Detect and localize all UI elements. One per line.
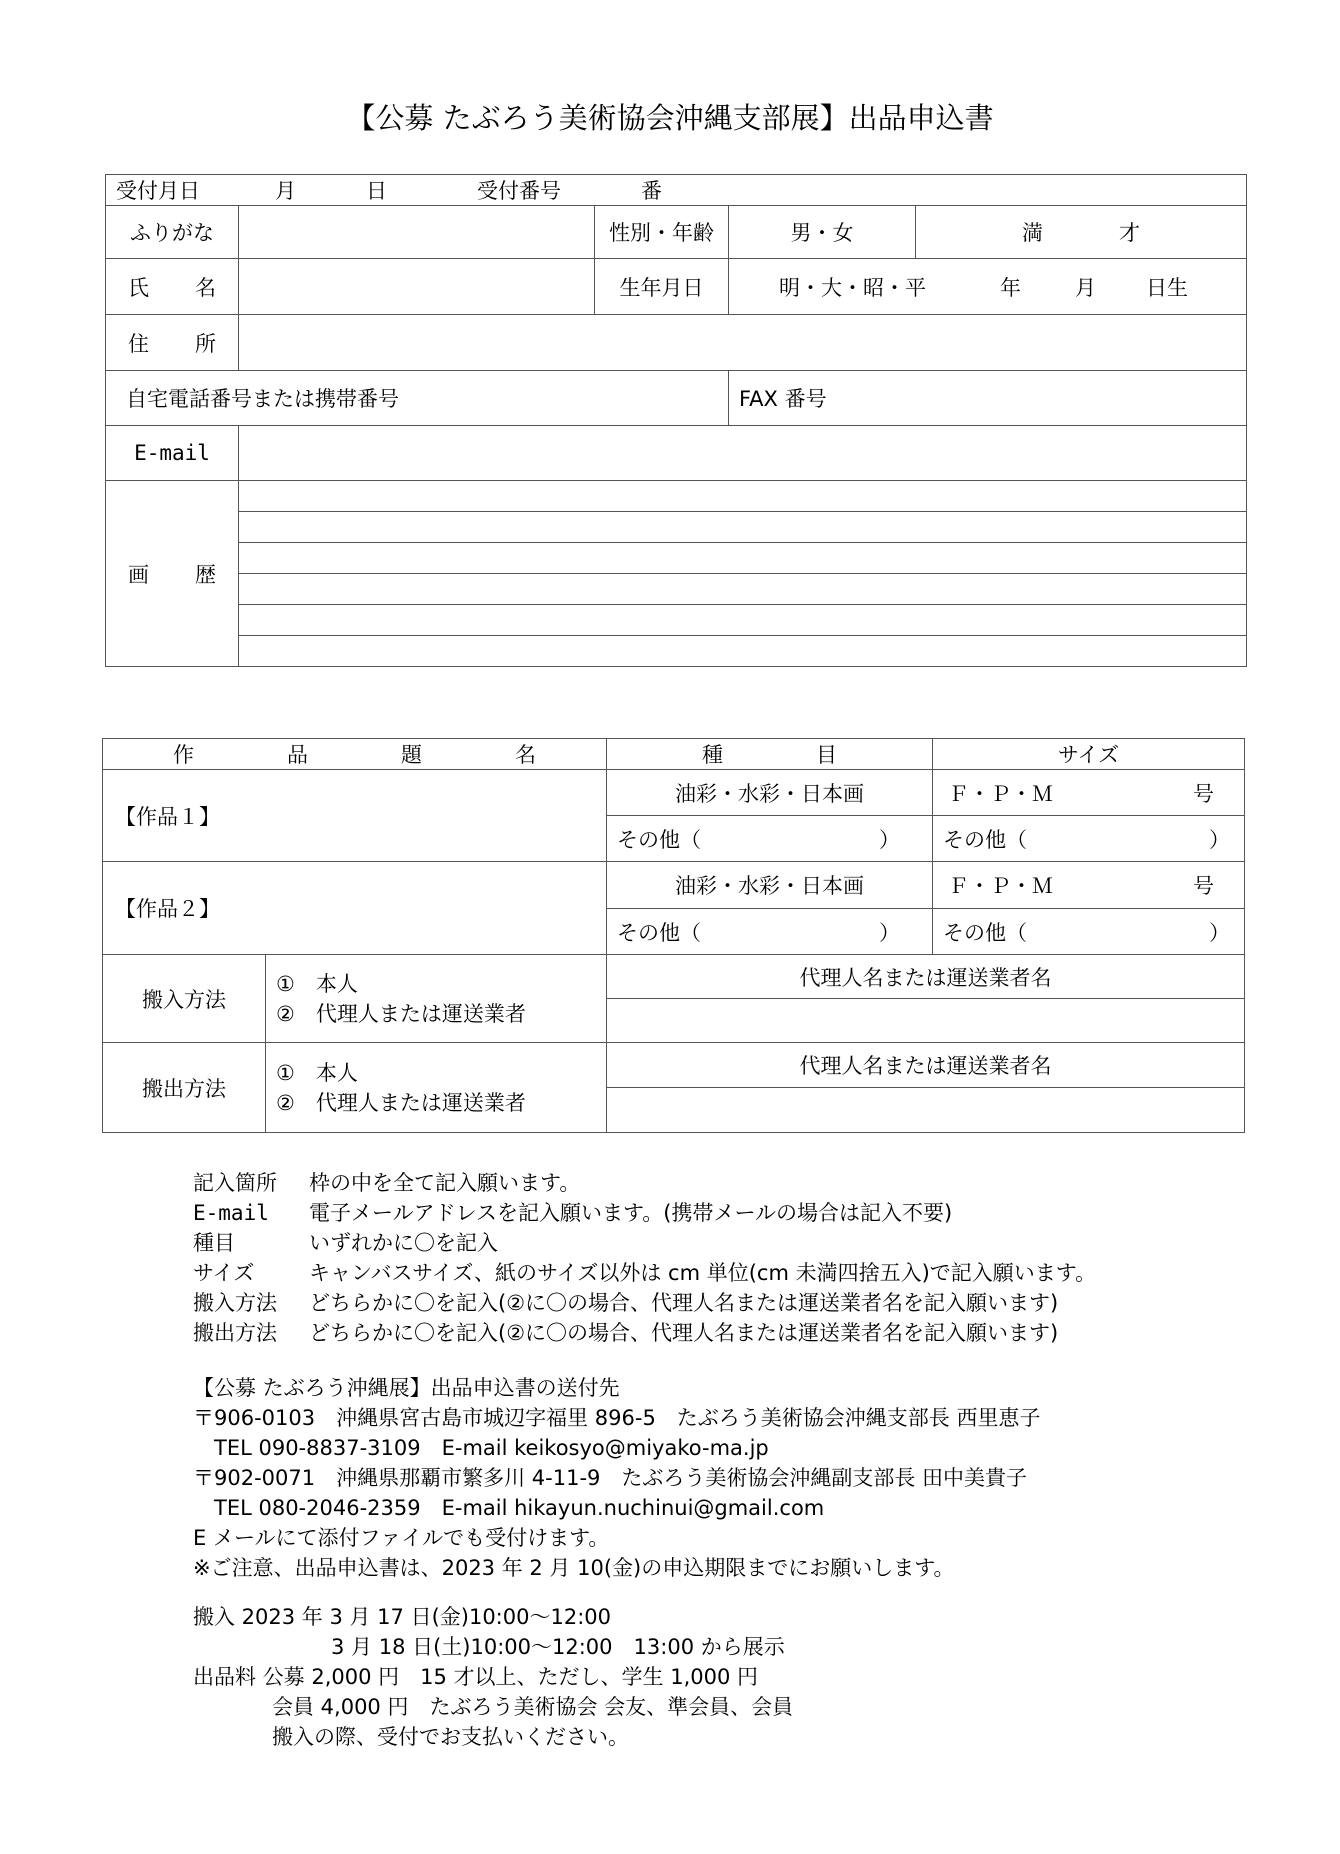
address-field[interactable] xyxy=(239,315,1247,371)
note-item: 記入箇所 枠の中を全て記入願います。 xyxy=(193,1171,581,1195)
send-section xyxy=(193,1373,1040,1583)
send-line: 〒906-0103 沖縄県宮古島市城辺字福里 896-5 たぶろう美術協会沖縄支部長 西里恵子 xyxy=(193,1406,1041,1430)
work1-kind-other[interactable]: その他（ ） xyxy=(607,816,933,862)
age-prefix: 満 xyxy=(1022,221,1044,245)
schedule-line-2: 3 月 18 日(土)10:00～12:00 13:00 から展示 xyxy=(331,1635,785,1659)
notes-list xyxy=(193,1168,1096,1348)
carry-out-agent-label: 代理人名または運送業者名 xyxy=(607,1043,1245,1088)
email-field[interactable] xyxy=(239,426,1247,481)
work2-label: 【作品２】 xyxy=(115,897,220,921)
reception-month: 月 xyxy=(275,179,296,203)
birthdate-field[interactable] xyxy=(729,259,1247,315)
works-form xyxy=(102,738,1245,1133)
carry-out-options[interactable]: ① 本人 ② 代理人または運送業者 xyxy=(266,1043,607,1133)
work2-kind-other[interactable]: その他（ ） xyxy=(607,909,933,955)
schedule-line-3: 出品料 公募 2,000 円 15 才以上、ただし、学生 1,000 円 xyxy=(193,1665,759,1689)
reception-number-suffix: 番 xyxy=(641,179,662,203)
carry-out-agent-field[interactable] xyxy=(607,1088,1245,1133)
note-item: E-mail 電子メールアドレスを記入願います。(携帯メールの場合は記入不要) xyxy=(193,1201,953,1225)
year-unit: 年 xyxy=(1000,275,1021,300)
note-item: サイズ キャンバスサイズ、紙のサイズ以外は cm 単位(cm 未満四捨五入)で記入願います。 xyxy=(193,1261,1097,1285)
send-line: TEL 090-8837-3109 E-mail keikosyo@miyako-ma.jp xyxy=(193,1436,769,1460)
email-label: E-mail xyxy=(106,426,239,481)
fax-field[interactable] xyxy=(729,371,1247,426)
work1-label: 【作品１】 xyxy=(115,804,220,829)
month-unit: 月 xyxy=(1075,275,1096,300)
work1-kind-options[interactable]: 油彩・水彩・日本画 xyxy=(607,770,933,816)
birthdate-label: 生年月日 xyxy=(595,259,729,315)
career-line[interactable] xyxy=(239,636,1247,667)
era-options: 明・大・昭・平 xyxy=(779,275,926,300)
name-label: 氏 名 xyxy=(106,259,239,315)
age-field[interactable] xyxy=(916,206,1247,259)
reception-day: 日 xyxy=(366,179,387,203)
work2-size-other[interactable]: その他（ ） xyxy=(933,909,1245,955)
schedule-line-5: 搬入の際、受付でお支払いください。 xyxy=(272,1725,629,1749)
career-line[interactable] xyxy=(239,512,1247,543)
header-kind: 種 目 xyxy=(607,739,933,770)
reception-number-label: 受付番号 xyxy=(477,179,561,203)
send-heading: 【公募 たぶろう沖縄展】出品申込書の送付先 xyxy=(193,1376,620,1400)
career-label: 画 歴 xyxy=(106,481,239,667)
schedule-line-1: 搬入 2023 年 3 月 17 日(金)10:00～12:00 xyxy=(193,1605,611,1629)
name-field[interactable] xyxy=(239,259,595,315)
applicant-form xyxy=(105,174,1247,667)
work1-title-field[interactable] xyxy=(103,770,607,862)
send-line: TEL 080-2046-2359 E-mail hikayun.nuchinui@gmail.com xyxy=(193,1496,825,1520)
carry-in-agent-label: 代理人名または運送業者名 xyxy=(607,955,1245,999)
header-size: サイズ xyxy=(933,739,1245,770)
carry-out-label: 搬出方法 xyxy=(103,1043,266,1133)
schedule-line-4: 会員 4,000 円 たぶろう美術協会 会友、準会員、会員 xyxy=(272,1695,794,1719)
work2-size-options[interactable]: Ｆ・Ｐ・Ｍ 号 xyxy=(933,862,1245,909)
reception-row xyxy=(106,175,1247,206)
reception-date-label: 受付月日 xyxy=(116,179,200,203)
carry-in-options[interactable]: ① 本人 ② 代理人または運送業者 xyxy=(266,955,607,1043)
work2-title-field[interactable] xyxy=(103,862,607,955)
note-item: 搬入方法 どちらかに〇を記入(②に〇の場合、代理人名または運送業者名を記入願います) xyxy=(193,1291,1059,1315)
phone-field[interactable] xyxy=(106,371,729,426)
career-line[interactable] xyxy=(239,605,1247,636)
work2-kind-options[interactable]: 油彩・水彩・日本画 xyxy=(607,862,933,909)
fax-label: FAX 番号 xyxy=(739,387,827,411)
carry-in-label: 搬入方法 xyxy=(103,955,266,1043)
career-line[interactable] xyxy=(239,574,1247,605)
day-unit: 日生 xyxy=(1146,275,1188,300)
work1-size-options[interactable]: Ｆ・Ｐ・Ｍ 号 xyxy=(933,770,1245,816)
carry-in-agent-field[interactable] xyxy=(607,999,1245,1043)
work1-size-other[interactable]: その他（ ） xyxy=(933,816,1245,862)
furigana-label: ふりがな xyxy=(106,206,239,259)
send-line: E メールにて添付ファイルでも受付けます。 xyxy=(193,1526,610,1550)
career-line[interactable] xyxy=(239,481,1247,512)
gender-age-label: 性別・年齢 xyxy=(595,206,729,259)
gender-options[interactable]: 男・女 xyxy=(729,206,916,259)
furigana-field[interactable] xyxy=(239,206,595,259)
career-line[interactable] xyxy=(239,543,1247,574)
send-line: ※ご注意、出品申込書は、2023 年 2 月 10(金)の申込期限までにお願いします。 xyxy=(193,1556,955,1580)
note-item: 種目 いずれかに〇を記入 xyxy=(193,1231,498,1255)
note-item: 搬出方法 どちらかに〇を記入(②に〇の場合、代理人名または運送業者名を記入願います) xyxy=(193,1321,1059,1345)
address-label: 住 所 xyxy=(106,315,239,371)
send-line: 〒902-0071 沖縄県那覇市繁多川 4-11-9 たぶろう美術協会沖縄副支部長 田中美貴子 xyxy=(193,1466,1028,1490)
phone-label: 自宅電話番号または携帯番号 xyxy=(126,387,399,411)
age-suffix: 才 xyxy=(1119,221,1141,245)
page-title: 【公募 たぶろう美術協会沖縄支部展】出品申込書 xyxy=(346,101,994,135)
header-title: 作 品 題 名 xyxy=(103,739,607,770)
